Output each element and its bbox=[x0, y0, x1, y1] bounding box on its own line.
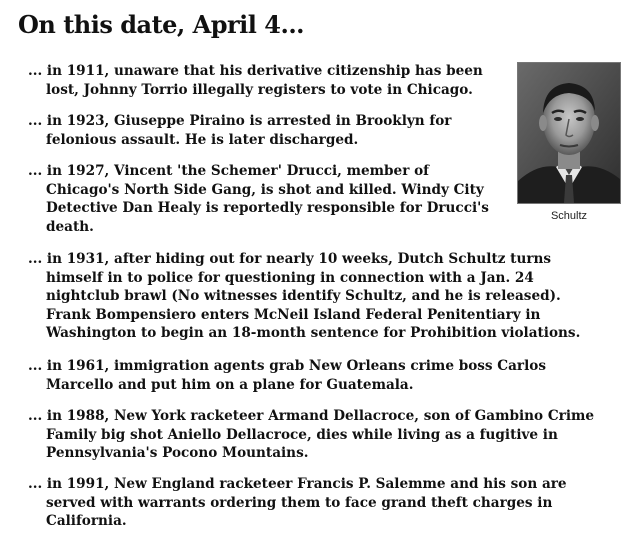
entry-1931: ... in 1931, after hiding out for nearly 10 weeks, Dutch Schultz turns himself in to police for questioning in connection with a Jan. 24 nightclub brawl (No witnesses identify Schultz, and he is released). Frank Bompensiero enters McNeil Island Federal Penitentiary in Washington to begin an 18-month sentence for Prohibition violations. bbox=[28, 251, 581, 342]
entry-1991: ... in 1991, New England racketeer Francis P. Salemme and his son are served with warrants ordering them to face grand theft charges in California. bbox=[28, 476, 567, 530]
entry-1961: ... in 1961, immigration agents grab New Orleans crime boss Carlos Marcello and put him on a plane for Guatemala. bbox=[28, 358, 546, 393]
entry-1923: ... in 1923, Giuseppe Piraino is arrested in Brooklyn for felonious assault. He is later discharged. bbox=[28, 113, 452, 148]
entry-1988: ... in 1988, New York racketeer Armand Dellacroce, son of Gambino Crime Family big shot Aniello Dellacroce, dies while living as a fugitive in Pennsylvania's Pocono Mountains. bbox=[28, 408, 595, 462]
entry-1911: ... in 1911, unaware that his derivative citizenship has been lost, Johnny Torrio illegally registers to vote in Chicago. bbox=[28, 63, 483, 98]
entry-1927: ... in 1927, Vincent 'the Schemer' Drucci, member of Chicago's North Side Gang, is shot and killed. Windy City Detective Dan Healy is reportedly responsible for Drucci's death. bbox=[28, 163, 489, 235]
photo-caption: Schultz bbox=[550, 210, 588, 222]
portrait-image bbox=[518, 63, 620, 203]
page-title: On this date, April 4... bbox=[18, 10, 305, 39]
mugshot-photo bbox=[517, 62, 621, 204]
